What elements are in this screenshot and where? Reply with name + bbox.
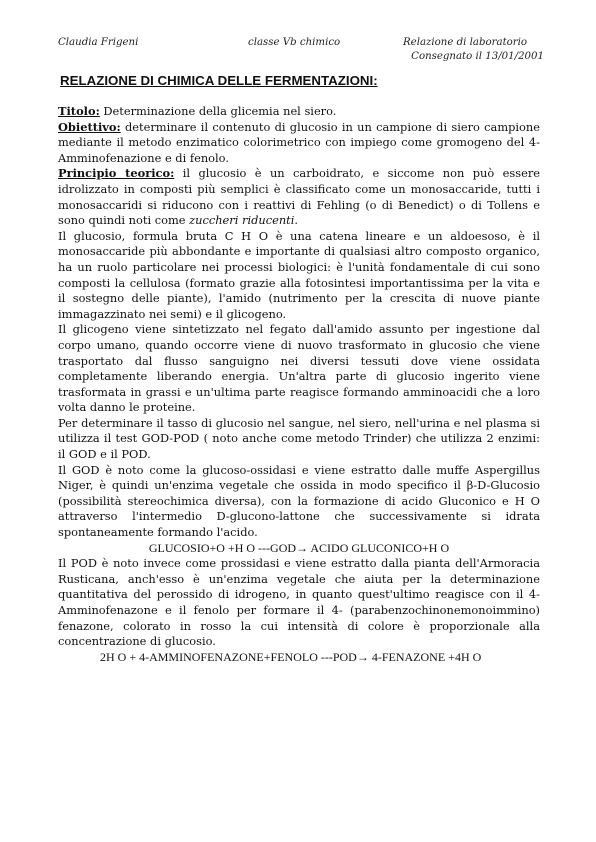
- header-author: Claudia Frigeni: [58, 37, 139, 48]
- document-title: RELAZIONE DI CHIMICA DELLE FERMENTAZIONI:: [60, 73, 378, 88]
- principio-text-end: .: [294, 213, 299, 228]
- principio-paragraph: [58, 166, 540, 228]
- titolo-paragraph: [58, 104, 540, 120]
- pod-paragraph: Il POD è noto invece come prossidasi e viene estratto dalla pianta dell'Armoracia Rusticana, anch'esso è un'enzima vegetale che aiuta per la determinazione quantitativa del perossido di idrogeno, in quanto quest'ultimo reagisce con il 4-Amminofenazone e il fenolo per formare il 4- (parabenzochinonemonoimmino) fenazone, colorato in rosso la cui intensità di colore è proporzionale alla concentrazione di glucosio.: [58, 556, 540, 649]
- obiettivo-text: determinare il contenuto di glucosio in un campione di siero campione mediante il metodo enzimatico colorimetrico con impiego come gromogeno del 4-Amminofenazione e di fenolo.: [58, 119, 540, 165]
- god-paragraph: Il GOD è noto come la glucoso-ossidasi e viene estratto dalle muffe Aspergillus Niger, è quindi un'enzima vegetale che ossida in modo specifico il β-D-Glucosio (possibilità stereochimica diversa), con la formazione di acido Gluconico e H O attraverso l'intermedio D-glucono-lattone che successivamente si idrata spontaneamente formando l'acido.: [58, 462, 540, 540]
- glucosio-paragraph: Il glucosio, formula bruta C H O è una catena lineare e un aldoesoso, è il monosaccaride più abbondante e importante di qualsiasi altro composto organico, ha un ruolo particolare nei processi biologici: è l'unità fondamentale di cui sono composti la cellulosa (formato grazie alla fotosintesi importantissima per la vita e il sostegno delle piante), l'amido (nutrimento per la crescita di nuove piante immagazzinato nei semi) e il glicogeno.: [58, 228, 540, 321]
- header-class: classe Vb chimico: [248, 37, 341, 48]
- obiettivo-paragraph: [58, 120, 540, 167]
- header-delivery-date: Consegnato il 13/01/2001: [411, 51, 544, 62]
- equation-god: GLUCOSIO+O +H O ---GOD→ ACIDO GLUCONICO+H O: [148, 540, 450, 555]
- principio-text: il glucosio è un carboidrato, e siccome non può essere idrolizzato in composti più semplici è classificato come un monosaccaride, tutti i monosaccaridi si riducono con i reattivi di Fehling (o di Benedict) o di Tollens e sono quindi noti come: [58, 166, 541, 228]
- glicogeno-paragraph: Il glicogeno viene sintetizzato nel fegato dall'amido assunto per ingestione dal corpo umano, quando occorre viene di nuovo trasformato in glucosio che viene trasportato dal flusso sanguigno nei diversi tessuti dove viene ossidata completamente liberando energia. Un'altra parte di glucosio ingerito viene trasformata in grassi e un'ultima parte reagisce formando amminoacidi che a loro volta danno le proteine.: [58, 322, 540, 415]
- obiettivo-label: Obiettivo:: [58, 119, 121, 134]
- titolo-text: Determinazione della glicemia nel siero.: [99, 104, 337, 118]
- principio-label: Principio teorico:: [58, 166, 175, 181]
- test-paragraph: Per determinare il tasso di glucosio nel sangue, nel siero, nell'urina e nel plasma si utilizza il test GOD-POD ( noto anche come metodo Trinder) che utilizza 2 enzimi: il GOD e il POD.: [58, 415, 540, 462]
- principio-emphasis: zuccheri riducenti: [189, 213, 295, 228]
- document-body: [58, 104, 540, 665]
- titolo-label: Titolo:: [58, 104, 100, 118]
- header-report-type: Relazione di laboratorio: [403, 37, 528, 48]
- equation-pod: 2H O + 4-AMMINOFENAZONE+FENOLO ---POD→ 4-FENAZONE +4H O: [100, 649, 482, 664]
- page-header: [58, 37, 544, 67]
